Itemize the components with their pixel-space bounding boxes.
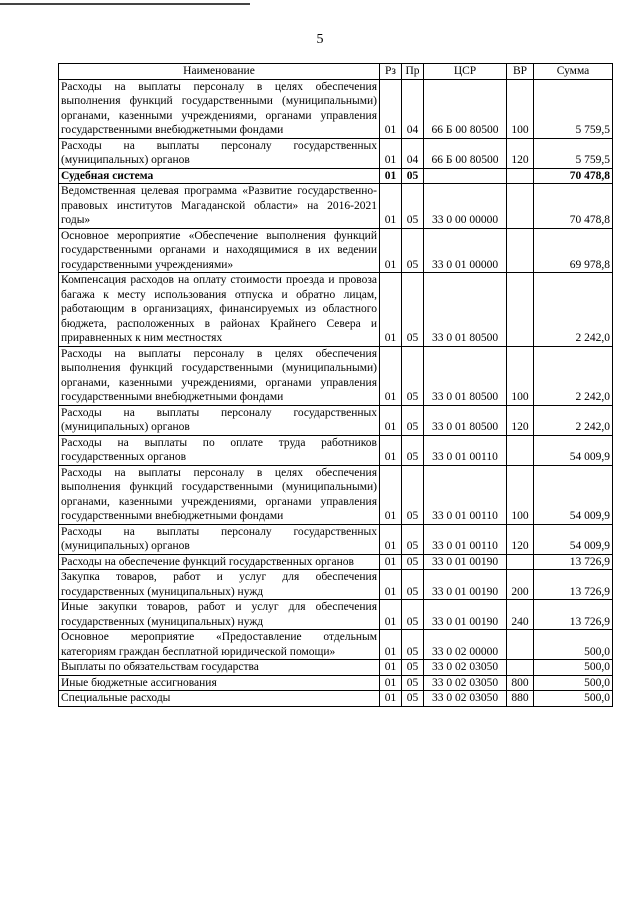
- header-vr: ВР: [507, 64, 534, 80]
- row-rz: 01: [380, 570, 402, 600]
- row-pr: 05: [402, 524, 424, 554]
- row-vr: 100: [507, 79, 534, 138]
- row-pr: 05: [402, 435, 424, 465]
- table-row: [59, 600, 613, 630]
- table-row: [59, 405, 613, 435]
- row-csr: 33 0 01 80500: [424, 346, 507, 405]
- table-row: [59, 228, 613, 273]
- row-vr: [507, 168, 534, 184]
- table-header-row: [59, 64, 613, 80]
- row-name: Расходы на выплаты персоналу государственных (муниципальных) органов: [59, 524, 380, 554]
- table-row: [59, 570, 613, 600]
- row-vr: [507, 273, 534, 347]
- row-vr: [507, 184, 534, 229]
- header-rz: Рз: [380, 64, 402, 80]
- row-vr: 240: [507, 600, 534, 630]
- table-row: [59, 630, 613, 660]
- table-row: [59, 273, 613, 347]
- row-pr: 05: [402, 600, 424, 630]
- row-pr: 05: [402, 691, 424, 707]
- row-vr: 800: [507, 675, 534, 691]
- header-name: Наименование: [59, 64, 380, 80]
- row-name: Иные закупки товаров, работ и услуг для обеспечения государственных (муниципальных) нужд: [59, 600, 380, 630]
- row-rz: 01: [380, 660, 402, 676]
- table-row: [59, 138, 613, 168]
- row-sum: 500,0: [534, 630, 613, 660]
- page-number: 5: [316, 32, 324, 47]
- row-csr: 33 0 01 80500: [424, 405, 507, 435]
- row-pr: 05: [402, 228, 424, 273]
- row-rz: 01: [380, 138, 402, 168]
- row-pr: 05: [402, 405, 424, 435]
- row-rz: 01: [380, 228, 402, 273]
- row-csr: 33 0 01 00110: [424, 435, 507, 465]
- row-rz: 01: [380, 435, 402, 465]
- table-row: [59, 465, 613, 524]
- header-sum: Сумма: [534, 64, 613, 80]
- budget-table: [58, 63, 613, 707]
- row-pr: 05: [402, 168, 424, 184]
- row-pr: 04: [402, 79, 424, 138]
- row-rz: 01: [380, 79, 402, 138]
- row-name: Расходы на выплаты по оплате труда работников государственных органов: [59, 435, 380, 465]
- row-sum: 2 242,0: [534, 405, 613, 435]
- row-rz: 01: [380, 554, 402, 570]
- row-sum: 54 009,9: [534, 465, 613, 524]
- row-csr: 33 0 01 80500: [424, 273, 507, 347]
- row-sum: 70 478,8: [534, 184, 613, 229]
- row-csr: 33 0 01 00190: [424, 554, 507, 570]
- row-sum: 5 759,5: [534, 79, 613, 138]
- row-pr: 05: [402, 346, 424, 405]
- row-name: Расходы на выплаты персоналу в целях обеспечения выполнения функций государственными (муниципальными) органами, казенными учреждениями, органами управления государственными внебюджетными фондами: [59, 346, 380, 405]
- row-pr: 05: [402, 675, 424, 691]
- row-name: Основное мероприятие «Обеспечение выполнения функций государственными органами и находящимися в их ведении государственными учреждениями»: [59, 228, 380, 273]
- row-name: Иные бюджетные ассигнования: [59, 675, 380, 691]
- row-csr: 33 0 01 00190: [424, 570, 507, 600]
- row-vr: 120: [507, 138, 534, 168]
- row-sum: 2 242,0: [534, 273, 613, 347]
- row-sum: 2 242,0: [534, 346, 613, 405]
- row-csr: 33 0 02 03050: [424, 675, 507, 691]
- row-csr: 66 Б 00 80500: [424, 138, 507, 168]
- row-rz: 01: [380, 600, 402, 630]
- row-name: Ведомственная целевая программа «Развитие государственно-правовых институтов Магаданской области» на 2016-2021 годы»: [59, 184, 380, 229]
- row-rz: 01: [380, 675, 402, 691]
- row-rz: 01: [380, 346, 402, 405]
- row-name: Выплаты по обязательствам государства: [59, 660, 380, 676]
- row-rz: 01: [380, 184, 402, 229]
- table-row: [59, 691, 613, 707]
- row-rz: 01: [380, 465, 402, 524]
- row-csr: 33 0 02 03050: [424, 660, 507, 676]
- header-pr: Пр: [402, 64, 424, 80]
- row-pr: 05: [402, 465, 424, 524]
- row-rz: 01: [380, 168, 402, 184]
- row-vr: 120: [507, 524, 534, 554]
- row-name: Расходы на выплаты персоналу в целях обеспечения выполнения функций государственными (муниципальными) органами, казенными учреждениями, органами управления государственными внебюджетными фондами: [59, 465, 380, 524]
- row-sum: 13 726,9: [534, 554, 613, 570]
- row-rz: 01: [380, 405, 402, 435]
- row-vr: [507, 435, 534, 465]
- row-vr: 880: [507, 691, 534, 707]
- row-name: Закупка товаров, работ и услуг для обеспечения государственных (муниципальных) нужд: [59, 570, 380, 600]
- row-name: Расходы на выплаты персоналу в целях обеспечения выполнения функций государственными (муниципальными) органами, казенными учреждениями, органами управления государственными внебюджетными фондами: [59, 79, 380, 138]
- row-vr: 100: [507, 465, 534, 524]
- row-rz: 01: [380, 630, 402, 660]
- table-row: [59, 168, 613, 184]
- row-vr: 100: [507, 346, 534, 405]
- row-name: Специальные расходы: [59, 691, 380, 707]
- row-csr: 66 Б 00 80500: [424, 79, 507, 138]
- row-sum: 54 009,9: [534, 435, 613, 465]
- row-sum: 500,0: [534, 691, 613, 707]
- row-pr: 05: [402, 660, 424, 676]
- row-pr: 05: [402, 630, 424, 660]
- row-sum: 69 978,8: [534, 228, 613, 273]
- table-row: [59, 554, 613, 570]
- row-vr: [507, 630, 534, 660]
- row-sum: 13 726,9: [534, 600, 613, 630]
- row-csr: 33 0 01 00110: [424, 465, 507, 524]
- row-vr: [507, 660, 534, 676]
- top-rule: [0, 3, 250, 5]
- row-pr: 04: [402, 138, 424, 168]
- row-pr: 05: [402, 184, 424, 229]
- table-row: [59, 675, 613, 691]
- row-sum: 54 009,9: [534, 524, 613, 554]
- row-vr: 200: [507, 570, 534, 600]
- header-csr: ЦСР: [424, 64, 507, 80]
- row-csr: 33 0 02 00000: [424, 630, 507, 660]
- table-row: [59, 79, 613, 138]
- table-row: [59, 435, 613, 465]
- row-name: Расходы на выплаты персоналу государственных (муниципальных) органов: [59, 138, 380, 168]
- row-name: Расходы на обеспечение функций государственных органов: [59, 554, 380, 570]
- row-csr: 33 0 02 03050: [424, 691, 507, 707]
- row-csr: 33 0 00 00000: [424, 184, 507, 229]
- row-csr: 33 0 01 00000: [424, 228, 507, 273]
- row-sum: 13 726,9: [534, 570, 613, 600]
- row-name: Судебная система: [59, 168, 380, 184]
- row-sum: 70 478,8: [534, 168, 613, 184]
- row-pr: 05: [402, 273, 424, 347]
- row-sum: 500,0: [534, 675, 613, 691]
- row-vr: 120: [507, 405, 534, 435]
- row-csr: [424, 168, 507, 184]
- row-name: Компенсация расходов на оплату стоимости проезда и провоза багажа к месту использования отпуска и обратно лицам, работающим в организациях, финансируемых из областного бюджета, расположенных в районах Крайнего Севера и приравненных к ним местностях: [59, 273, 380, 347]
- row-sum: 5 759,5: [534, 138, 613, 168]
- row-pr: 05: [402, 570, 424, 600]
- row-name: Основное мероприятие «Предоставление отдельным категориям граждан бесплатной юридической помощи»: [59, 630, 380, 660]
- row-pr: 05: [402, 554, 424, 570]
- row-csr: 33 0 01 00110: [424, 524, 507, 554]
- table-row: [59, 346, 613, 405]
- row-vr: [507, 554, 534, 570]
- row-sum: 500,0: [534, 660, 613, 676]
- row-rz: 01: [380, 691, 402, 707]
- table-row: [59, 524, 613, 554]
- row-name: Расходы на выплаты персоналу государственных (муниципальных) органов: [59, 405, 380, 435]
- table-row: [59, 184, 613, 229]
- table-row: [59, 660, 613, 676]
- row-csr: 33 0 01 00190: [424, 600, 507, 630]
- row-rz: 01: [380, 273, 402, 347]
- row-vr: [507, 228, 534, 273]
- row-rz: 01: [380, 524, 402, 554]
